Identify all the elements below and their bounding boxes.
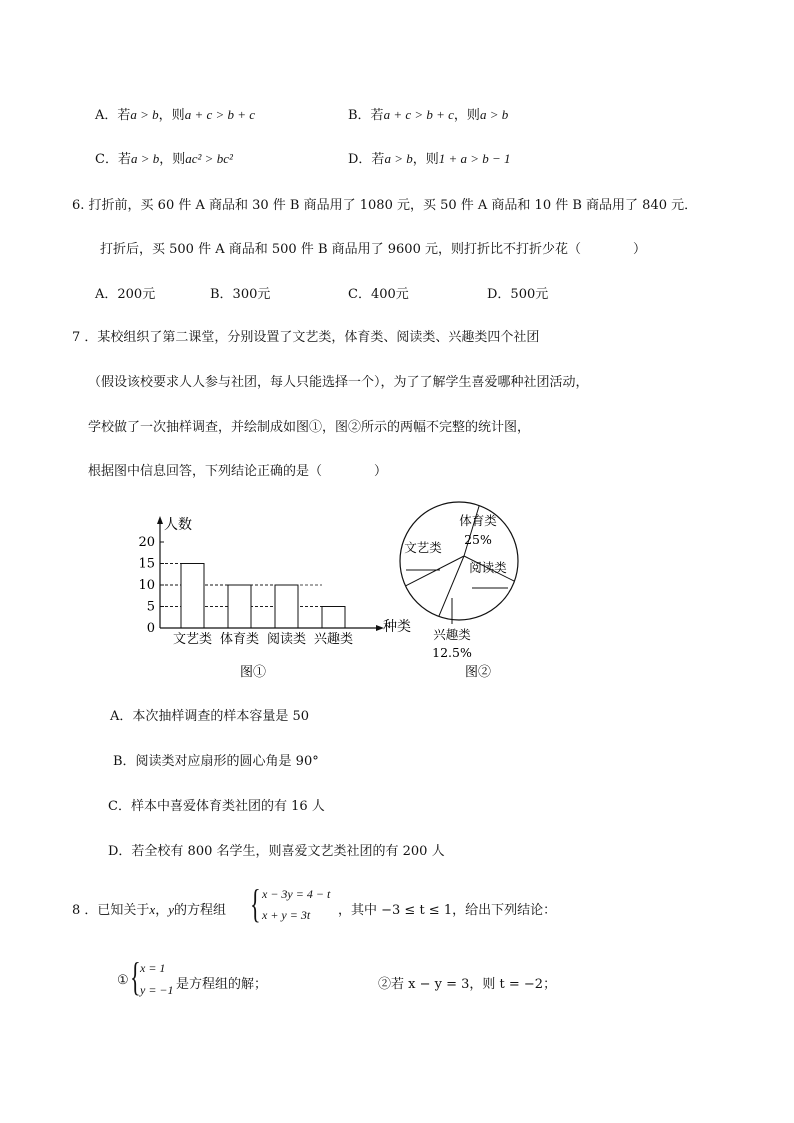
- q8-eq2: x + y = 3t: [262, 908, 311, 922]
- bar: [275, 585, 298, 628]
- q8-condition: ，其中 −3 ≤ t ≤ 1，给出下列结论：: [338, 903, 557, 918]
- q6-stem-line2: 打折后，买 500 件 A 商品和 500 件 B 商品用了 9600 元，则打折比不打折少花（ ）: [100, 242, 646, 257]
- bar-chart-category-label: 阅读类: [266, 632, 307, 647]
- pie-chart: [390, 498, 530, 686]
- bar-chart-ylabel: 人数: [164, 517, 192, 533]
- bar: [181, 564, 204, 629]
- bar-chart-title: 图①: [239, 665, 267, 680]
- pie-pct-interest: 12.5%: [432, 645, 472, 660]
- bar-chart-ytick-label: 10: [138, 578, 155, 593]
- q6-option-c: C．400元: [348, 287, 409, 302]
- pie-label-art: 文艺类: [404, 540, 442, 555]
- q8-conclusion-1-eq1: x = 1: [140, 961, 166, 975]
- q7-option-b: B．阅读类对应扇形的圆心角是 90°: [113, 754, 319, 769]
- bar-chart-ytick-label: 5: [146, 599, 155, 615]
- bar-chart-category-label: 体育类: [219, 632, 260, 647]
- pie-slice-boundary: [439, 556, 464, 616]
- bar-chart-xlabel: 种类: [383, 619, 411, 635]
- q8-eq1: x − 3y = 4 − t: [262, 887, 331, 901]
- q5-option-d: D．若a > b，则1 + a > b − 1: [348, 151, 511, 167]
- q8-conclusion-1-eq2: y = −1: [140, 983, 174, 997]
- q8-conclusion-1-mark: ①: [117, 973, 129, 988]
- bar-chart: [138, 510, 411, 685]
- bar-chart-category-label: 文艺类: [172, 632, 213, 647]
- pie-slice-boundary: [406, 556, 465, 586]
- q5-option-b: B．若a + c > b + c，则a > b: [348, 107, 509, 123]
- q7-stem-line1: 7 ．某校组织了第二课堂，分别设置了文艺类，体育类、阅读类、兴趣类四个社团: [72, 330, 540, 345]
- q7-stem-line2: （假设该校要求人人参与社团，每人只能选择一个），为了了解学生喜爱哪种社团活动，: [88, 375, 589, 390]
- q5-option-a: A．若a > b，则a + c > b + c: [95, 107, 256, 123]
- bar-chart-category-label: 兴趣类: [313, 632, 354, 647]
- bar-chart-ytick-label: 15: [138, 556, 155, 572]
- pie-label-sport: 体育类: [459, 513, 497, 528]
- q6-option-b: B．300元: [210, 287, 271, 302]
- pie-label-interest: 兴趣类: [433, 627, 471, 642]
- q7-option-c: C．样本中喜爱体育类社团的有 16 人: [108, 799, 325, 814]
- q8-conclusion-1-brace: {: [130, 954, 141, 999]
- q5-option-c: C．若a > b，则ac² > bc²: [95, 151, 233, 167]
- q7-option-a: A．本次抽样调查的样本容量是 50: [110, 709, 310, 724]
- q6-stem-line1: 6. 打折前，买 60 件 A 商品和 30 件 B 商品用了 1080 元，买 50 件 A 商品和 10 件 B 商品用了 840 元．: [72, 198, 698, 213]
- q8-stem: 8 ．已知关于x，y的方程组: [72, 902, 226, 918]
- pie-pct-sport: 25%: [464, 532, 492, 547]
- q8-brace: {: [250, 881, 261, 926]
- q8-conclusion-2: ②若 x − y = 3，则 t = −2；: [378, 977, 557, 992]
- bar-chart-ytick-label: 0: [146, 621, 155, 636]
- q7-stem-line3: 学校做了一次抽样调查，并绘制成如图①，图②所示的两幅不完整的统计图，: [88, 420, 531, 435]
- q7-option-d: D．若全校有 800 名学生，则喜爱文艺类社团的有 200 人: [108, 844, 445, 859]
- q7-stem-line4: 根据图中信息回答，下列结论正确的是（ ）: [88, 464, 388, 479]
- bar-chart-ytick-label: 20: [138, 535, 155, 550]
- bar: [228, 585, 251, 628]
- q6-option-a: A．200元: [95, 287, 156, 302]
- bar: [322, 607, 345, 629]
- q8-conclusion-1-text: 是方程组的解；: [176, 977, 268, 992]
- pie-label-read: 阅读类: [469, 560, 507, 575]
- pie-chart-title: 图②: [464, 665, 492, 680]
- q6-option-d: D．500元: [487, 287, 549, 302]
